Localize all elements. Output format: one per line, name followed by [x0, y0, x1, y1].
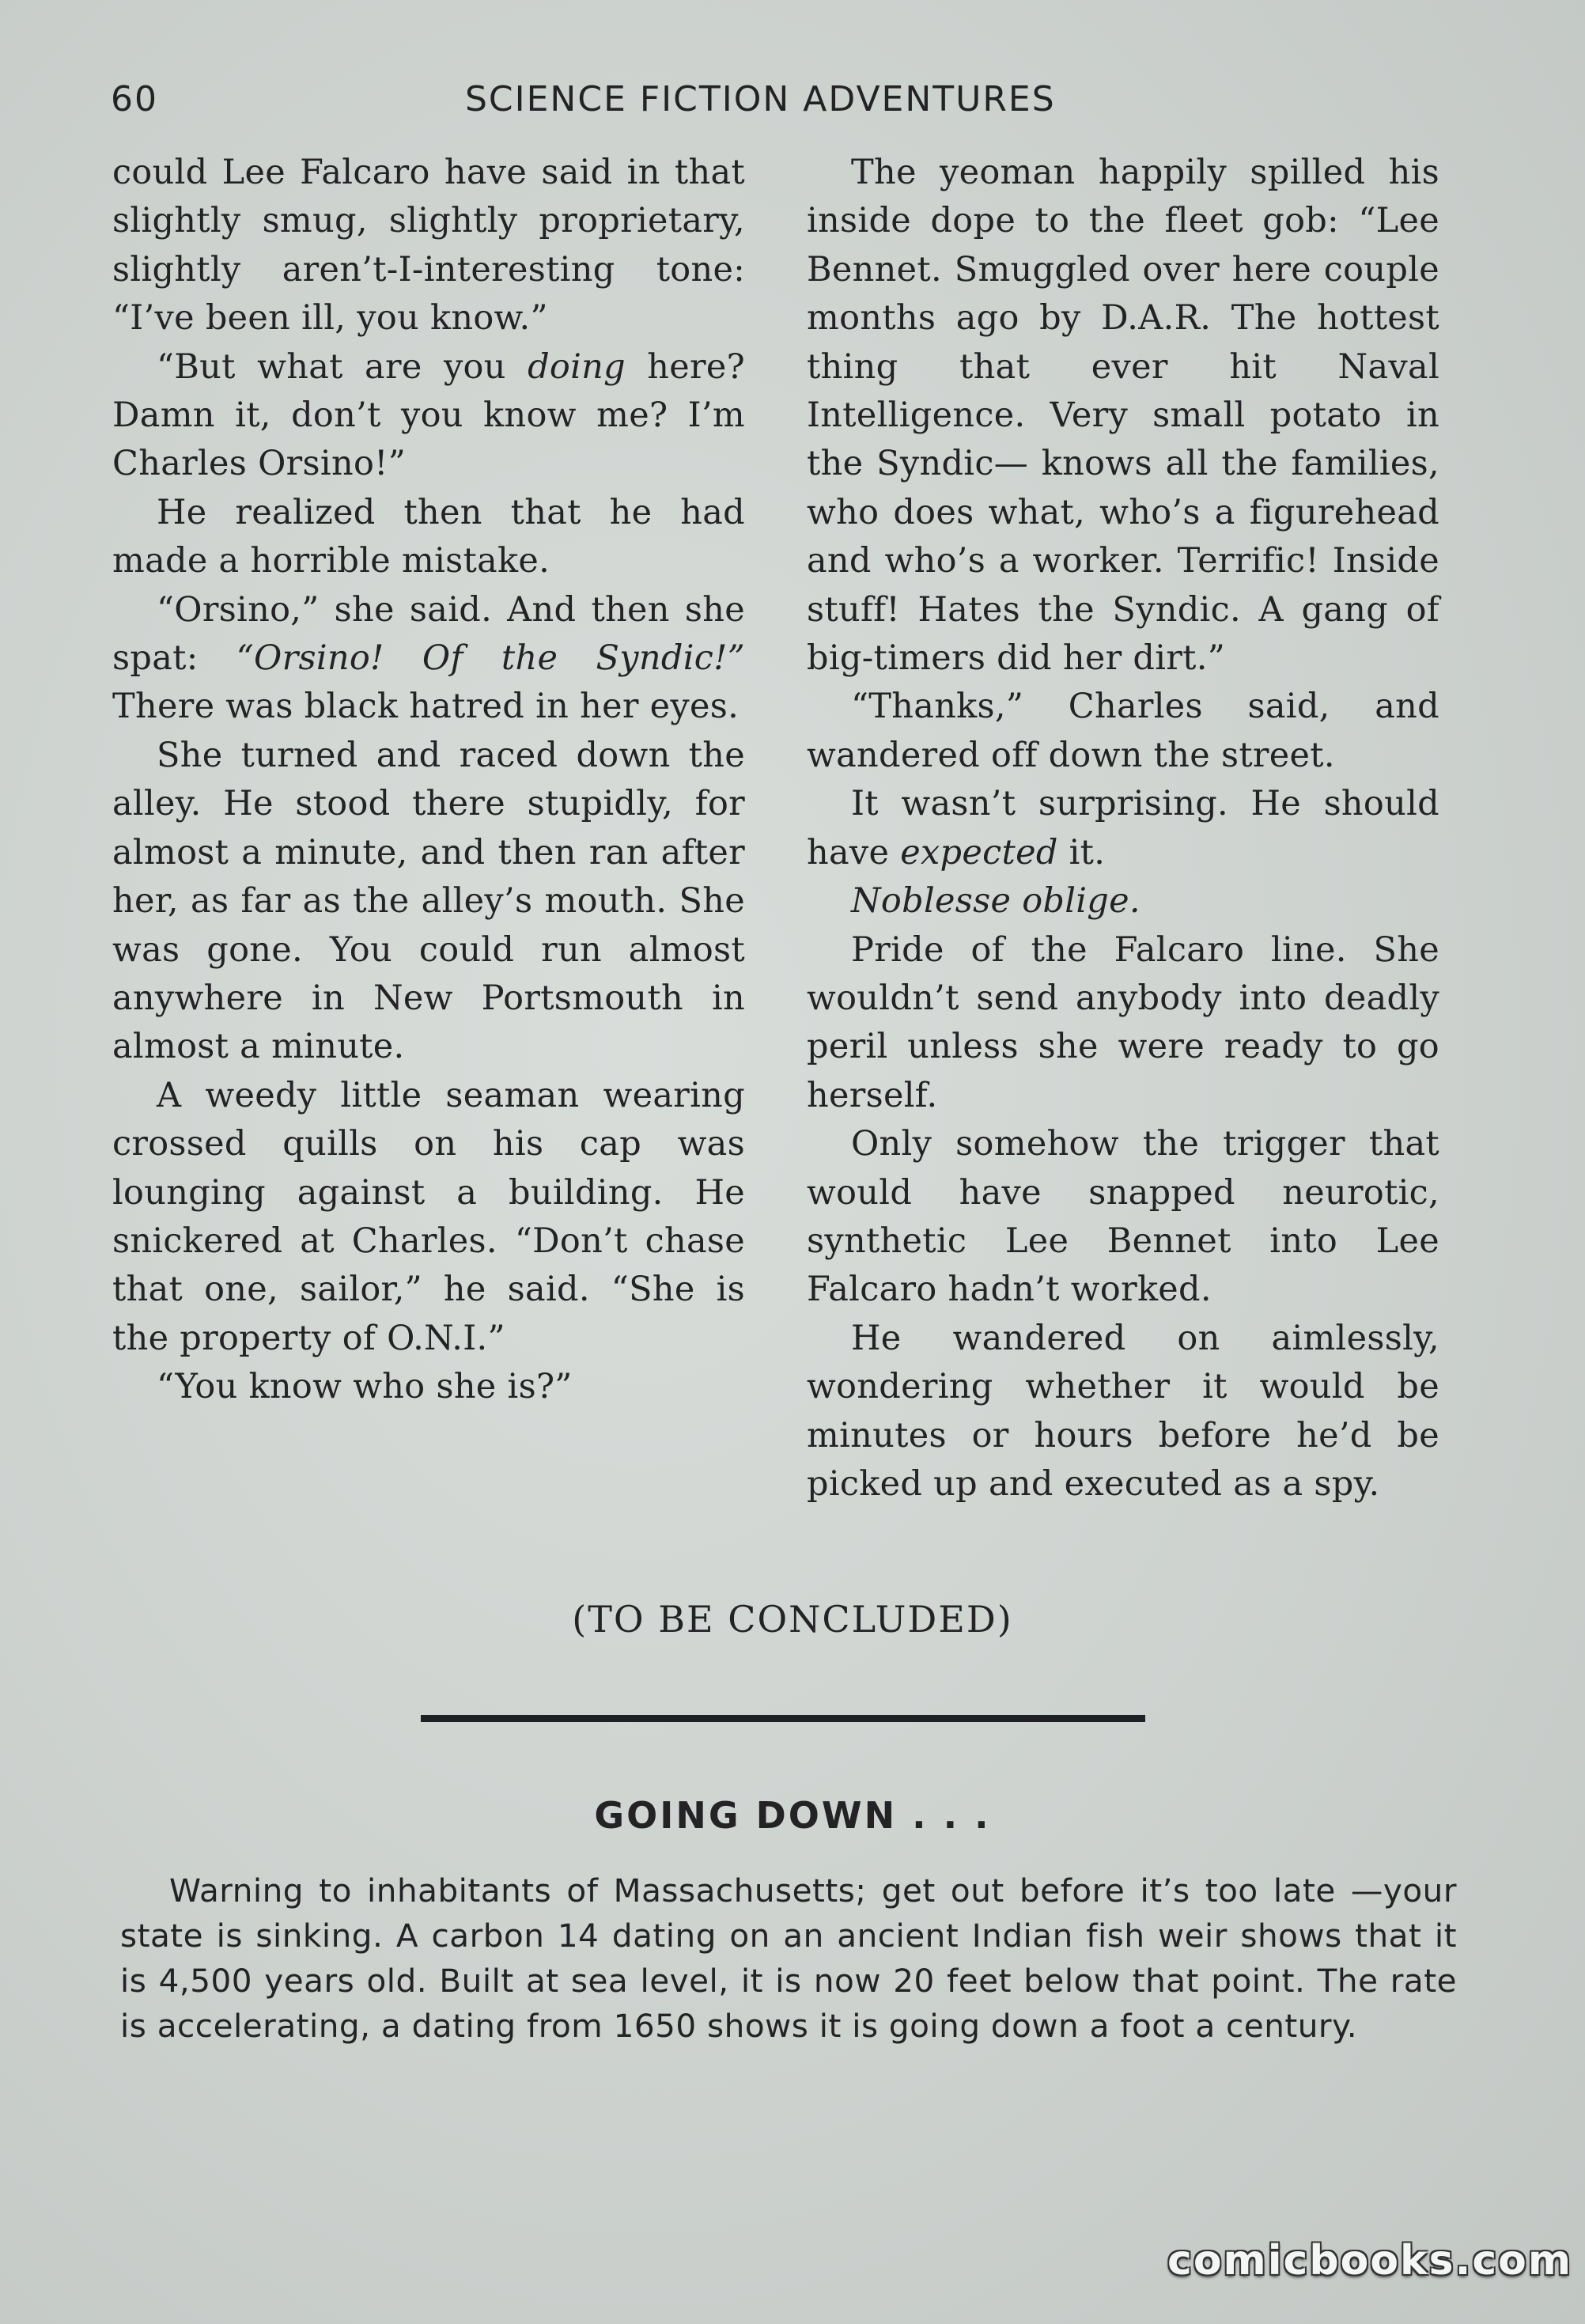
paragraph: Noblesse oblige.	[851, 881, 1141, 922]
paragraph: He wandered on aimlessly, wondering whether it would be minutes or hours before he’d be picked up and executed as a spy.	[807, 1318, 1439, 1504]
running-title: SCIENCE FICTION ADVENTURES	[465, 79, 1056, 119]
sidebar-title: GOING DOWN . . .	[594, 1794, 991, 1837]
paragraph: The yeoman happily spilled his inside dope to the fleet gob: “Lee Bennet. Smuggled over here couple months ago by D.A.R. The hottest thing that ever hit Naval Intelligence. Very small potato in the Syndic— knows all the families, who does what, who’s a figurehead and who’s a worker. Terrific! Inside stuff! Hates the Syndic. A gang of big-timers did her dirt.”	[807, 153, 1439, 679]
paragraph: He realized then that he had made a horrible mistake.	[112, 492, 745, 581]
left-column	[112, 149, 745, 1412]
paragraph: Only somehow the trigger that would have snapped neurotic, synthetic Lee Bennet into Lee Falcaro hadn’t worked.	[807, 1124, 1439, 1310]
page-number: 60	[111, 79, 158, 119]
paragraph: It wasn’t surprising. He should have expected it.	[807, 784, 1439, 872]
paragraph: “Orsino,” she said. And then she spat: “Orsino! Of the Syndic!” There was black hatred in her eyes.	[112, 589, 745, 727]
paragraph: “But what are you doing here? Damn it, don’t you know me? I’m Charles Orsino!”	[112, 346, 745, 484]
paragraph: A weedy little seaman wearing crossed quills on his cap was lounging against a building. He snickered at Charles. “Don’t chase that one, sailor,” he said. “She is the property of O.N.I.”	[112, 1075, 745, 1358]
sidebar-paragraph: Warning to inhabitants of Massachusetts; get out before it’s too late —your state is sinking. A carbon 14 dating on an ancient Indian fish weir shows that it is 4,500 years old. Built at sea level, it is now 20 feet below that point. The rate is accelerating, a dating from 1650 shows it is going down a foot a century.	[120, 1872, 1457, 2045]
paragraph: “You know who she is?”	[157, 1367, 573, 1407]
divider-rule	[421, 1715, 1145, 1722]
paragraph: could Lee Falcaro have said in that slightly smug, slightly proprietary, slightly aren’t-I-interesting tone: “I’ve been ill, you know.”	[112, 153, 745, 339]
right-column	[807, 149, 1439, 1508]
paragraph: She turned and raced down the alley. He stood there stupidly, for almost a minute, and then ran after her, as far as the alley’s mouth. She was gone. You could run almost anywhere in New Portsmouth in almost a minute.	[112, 735, 745, 1067]
watermark: comicbooks.com	[1167, 2237, 1573, 2284]
paragraph: Pride of the Falcaro line. She wouldn’t send anybody into deadly peril unless she were ready to go herself.	[807, 929, 1439, 1115]
paragraph: “Thanks,” Charles said, and wandered off down the street.	[807, 687, 1439, 775]
page-header	[111, 79, 1455, 134]
to-be-concluded: (TO BE CONCLUDED)	[572, 1598, 1013, 1641]
sidebar-body	[120, 1868, 1457, 2049]
